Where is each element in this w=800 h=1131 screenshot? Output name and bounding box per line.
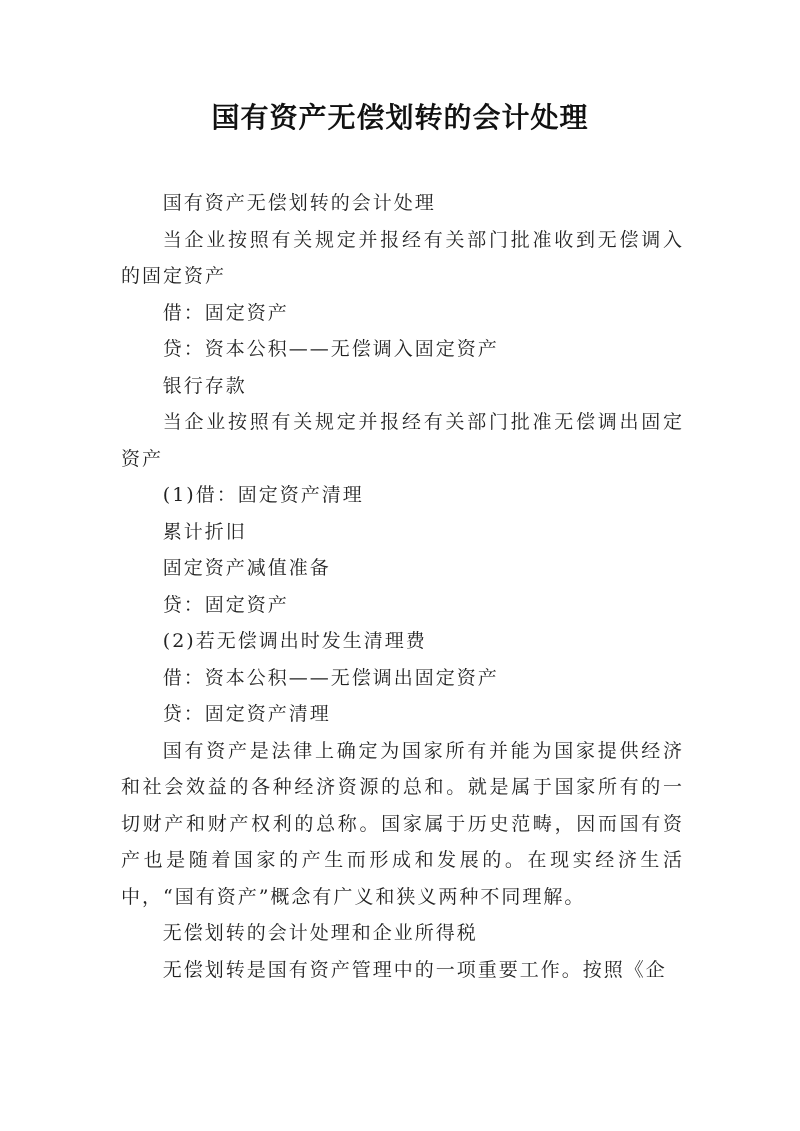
paragraph-transfer-out: 当企业按照有关规定并报经有关部门批准无偿调出固定资产: [121, 411, 684, 470]
entry-accumulated-depreciation: 累计折旧: [162, 520, 247, 543]
paragraph-transfer-importance: 无偿划转是国有资产管理中的一项重要工作。按照《企: [162, 958, 667, 981]
entry-impairment-reserve: 固定资产减值准备: [162, 557, 331, 579]
entry-credit-fixed-asset: 贷：固定资产: [162, 593, 289, 616]
entry-credit-asset-clearing: 贷：固定资产清理: [162, 703, 331, 725]
entry-debit-asset-clearing: (1)借：固定资产清理: [162, 484, 364, 506]
paragraph-heading: 国有资产无偿划转的会计处理: [162, 192, 436, 214]
entry-credit-capital-reserve-in: 贷：资本公积——无偿调入固定资产: [162, 338, 499, 360]
paragraph-receive-asset: 当企业按照有关规定并报经有关部门批准收到无偿调入的固定资产: [121, 228, 684, 287]
entry-debit-capital-reserve-out: 借：资本公积——无偿调出固定资产: [162, 666, 499, 689]
entry-bank-deposit: 银行存款: [162, 374, 247, 397]
entry-clearing-fee: (2)若无偿调出时发生清理费: [162, 630, 427, 652]
paragraph-tax-heading: 无偿划转的会计处理和企业所得税: [162, 922, 478, 944]
document-title: 国有资产无偿划转的会计处理: [211, 101, 589, 134]
entry-debit-fixed-asset: 借：固定资产: [162, 301, 289, 324]
paragraph-state-asset-definition: 国有资产是法律上确定为国家所有并能为国家提供经济和社会效益的各种经济资源的总和。就是属于国家所有的一切财产和财产权利的总称。国家属于历史范畴，因而国有资产也是随着国家的产生而形成和发展的。在现实经济生活中，“国有资产”概念有广义和狭义两种不同理解。: [121, 739, 684, 908]
document-body: [121, 185, 684, 988]
